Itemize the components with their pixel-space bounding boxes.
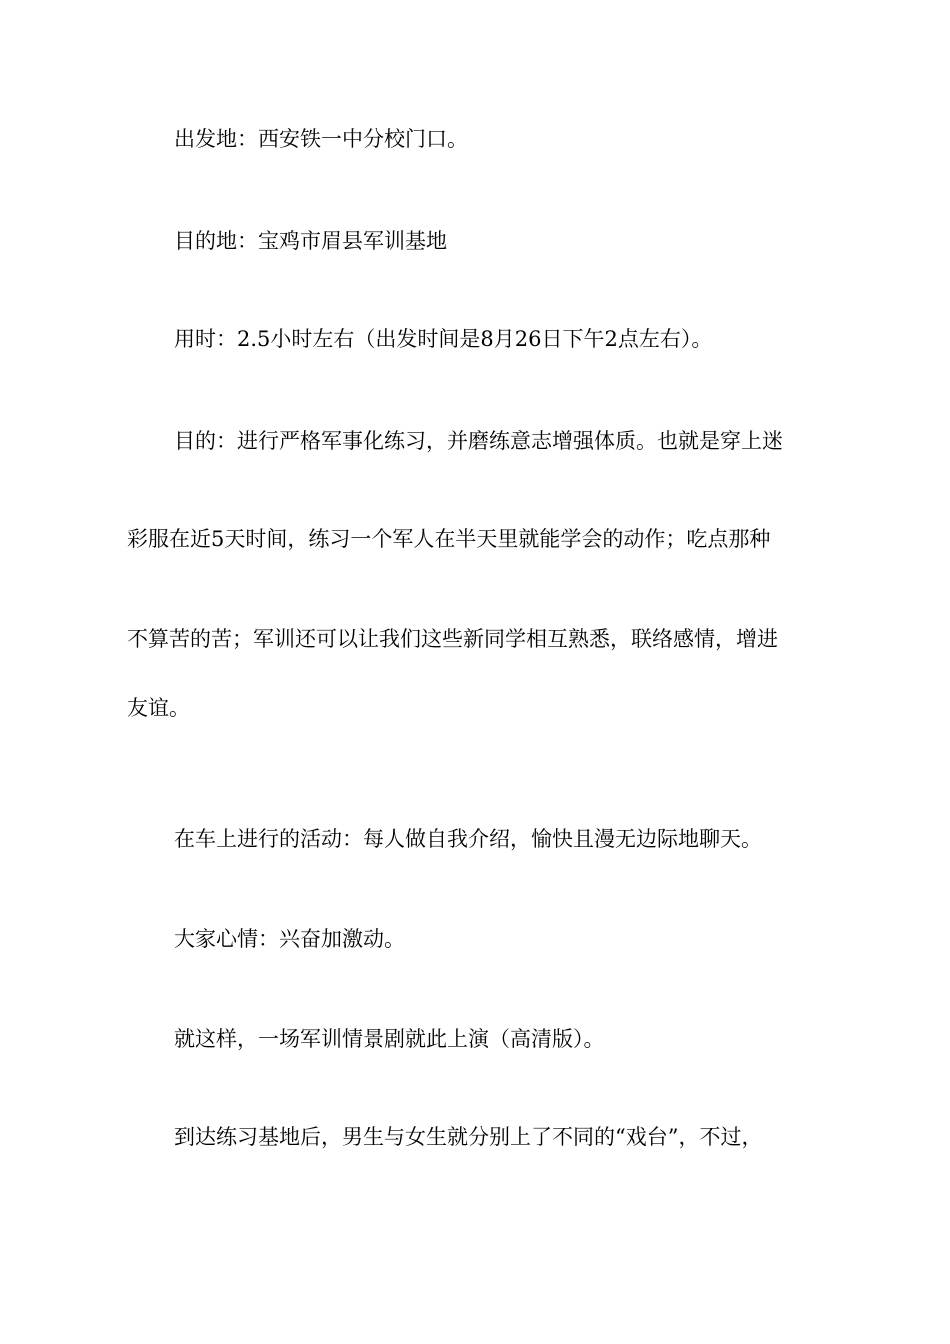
paragraph-purpose-line-2: 彩服在近5天时间，练习一个军人在半天里就能学会的动作；吃点那种	[127, 527, 771, 551]
paragraph-purpose-line-3: 不算苦的苦；军训还可以让我们这些新同学相互熟悉，联络感情，增进	[127, 627, 778, 651]
paragraph-arrival: 到达练习基地后，男生与女生就分别上了不同的“戏台”，不过，	[174, 1125, 763, 1149]
paragraph-duration: 用时：2.5小时左右（出发时间是8月26日下午2点左右）。	[174, 327, 713, 351]
paragraph-play-begins: 就这样，一场军训情景剧就此上演（高清版）。	[174, 1027, 605, 1051]
paragraph-purpose-line-4: 友谊。	[127, 696, 190, 720]
paragraph-purpose-line-1: 目的：进行严格军事化练习，并磨练意志增强体质。也就是穿上迷	[174, 429, 783, 453]
paragraph-destination: 目的地：宝鸡市眉县军训基地	[174, 229, 447, 253]
paragraph-bus-activity: 在车上进行的活动：每人做自我介绍，愉快且漫无边际地聊天。	[174, 827, 762, 851]
paragraph-departure: 出发地：西安铁一中分校门口。	[174, 127, 468, 151]
paragraph-mood: 大家心情：兴奋加激动。	[174, 927, 405, 951]
